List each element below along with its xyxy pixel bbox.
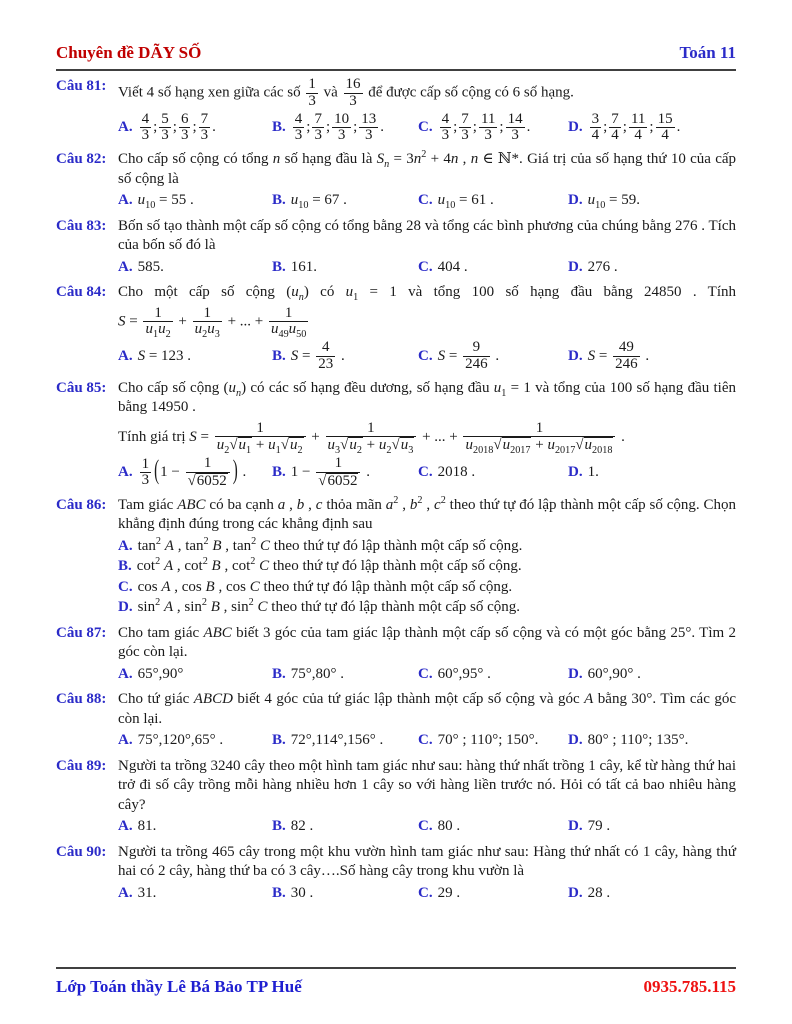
option-text: $u_{10} = 61$ .: [437, 192, 494, 212]
option-label: B.: [272, 347, 286, 364]
header-course-label: Toán 11: [679, 43, 736, 62]
question-stem: Người ta trồng 465 cây trong một khu vườn hình tam giác như sau: Hàng thứ nhất có 1 cây, hàng thứ hai có 2 cây, hàng thứ ba có 3 cây….Số hàng cây trong khu vườn là: [118, 843, 736, 880]
question-body: [118, 690, 736, 751]
question-81: [56, 77, 736, 144]
option-text: 2018 .: [437, 464, 476, 481]
option-text: 80° ; 110°; 135°.: [587, 732, 689, 749]
option-c: [418, 463, 568, 483]
option-text: 585.: [137, 258, 164, 275]
question-body: [118, 757, 736, 837]
question-85: [56, 379, 736, 490]
option-text: 80 .: [437, 818, 461, 835]
option-c: [418, 112, 568, 145]
option-text: 72°,114°,156° .: [290, 732, 384, 749]
option-text: 30 .: [290, 884, 314, 901]
option-text: 81.: [137, 818, 157, 835]
option-text: 29 .: [437, 884, 461, 901]
option-text: $\frac{1}{3}$ (1 − $\frac{1}{√6052}$ ) .: [141, 455, 247, 489]
option-label: A.: [118, 119, 133, 136]
options-row: [118, 456, 736, 490]
option-b: [272, 884, 418, 904]
option-label: A.: [118, 192, 133, 209]
option-b: [272, 731, 418, 751]
option-b: [272, 456, 418, 490]
option-text: 75°,120°,65° .: [137, 732, 224, 749]
footer-phone-number: 0935.785.115: [643, 976, 736, 996]
option-text: 60°,90° .: [587, 665, 641, 682]
option-text: S = $\frac{4}{23}$ .: [290, 339, 345, 372]
option-a: [118, 191, 272, 211]
option-d: [568, 884, 736, 904]
question-number: Câu 89:: [56, 757, 107, 774]
option-text: $u_{10} = 59$.: [587, 192, 640, 212]
option-c: [118, 578, 736, 598]
option-text: 75°,80° .: [290, 665, 345, 682]
option-a: [118, 665, 272, 685]
question-body: [118, 77, 736, 144]
question-number: Câu 88:: [56, 691, 107, 708]
question-90: [56, 843, 736, 904]
option-label: D.: [568, 258, 583, 275]
question-stem: Cho tam giác ABC biết 3 góc của tam giác lập thành một cấp số cộng và có một góc bằng 25°. Tìm 2 góc còn lại.: [118, 624, 736, 661]
option-label: B.: [272, 732, 286, 749]
option-label: D.: [118, 599, 133, 616]
question-number: Câu 83:: [56, 217, 107, 234]
footer-class-name: Lớp Toán thầy Lê Bá Bảo TP Huế: [56, 976, 302, 996]
option-label: C.: [418, 258, 433, 275]
option-label: D.: [568, 732, 583, 749]
option-text: 70° ; 110°; 150°.: [437, 732, 539, 749]
option-label: B.: [272, 192, 286, 209]
option-b: [272, 191, 418, 211]
option-d: [118, 598, 736, 618]
option-text: 404 .: [437, 258, 468, 275]
option-c: [418, 191, 568, 211]
question-body: [118, 217, 736, 278]
question-formula: S = $\frac{1}{u_1u_2}$ + $\frac{1}{u_2u_3}$ + ... + $\frac{1}{u_{49}u_{50}}$: [118, 304, 307, 341]
option-label: A.: [118, 464, 133, 481]
option-label: C.: [418, 119, 433, 136]
option-d: [568, 112, 736, 145]
option-label: A.: [118, 732, 133, 749]
option-label: A.: [118, 537, 133, 554]
option-label: C.: [418, 192, 433, 209]
question-stem: Viết 4 số hạng xen giữa các số $\frac{1}{3}$ và $\frac{16}{3}$ để được cấp số cộng có 6 số hạng.: [118, 76, 574, 109]
option-label: C.: [418, 818, 433, 835]
option-label: B.: [118, 558, 132, 575]
option-c: [418, 340, 568, 373]
option-text: cos A , cos B , cos C theo thứ tự đó lập thành một cấp số cộng.: [137, 578, 513, 595]
question-number: Câu 82:: [56, 151, 107, 168]
option-text: 31.: [137, 884, 157, 901]
question-86: [56, 496, 736, 618]
option-text: 79 .: [587, 818, 611, 835]
question-87: [56, 624, 736, 685]
option-label: D.: [568, 119, 583, 136]
option-label: D.: [568, 347, 583, 364]
options-row: [118, 112, 736, 145]
page-header: [56, 42, 736, 71]
option-text: $u_{10} = 55$ .: [137, 192, 194, 212]
question-89: [56, 757, 736, 837]
option-c: [418, 884, 568, 904]
question-stem: Bốn số tạo thành một cấp số cộng có tổng bằng 28 và tổng các bình phương của chúng bằng 276 . Tích của bốn số đó là: [118, 217, 736, 254]
option-label: C.: [418, 464, 433, 481]
option-label: C.: [418, 732, 433, 749]
option-label: B.: [272, 258, 286, 275]
option-label: D.: [568, 464, 583, 481]
options-row: [118, 191, 736, 211]
option-text: S = $\frac{9}{246}$ .: [437, 339, 500, 372]
options-row: [118, 258, 736, 278]
option-a: [118, 347, 272, 367]
option-label: A.: [118, 258, 133, 275]
question-number: Câu 87:: [56, 624, 107, 641]
question-84: [56, 283, 736, 373]
option-label: C.: [418, 347, 433, 364]
option-d: [568, 191, 736, 211]
question-number: Câu 86:: [56, 496, 107, 513]
option-label: C.: [418, 884, 433, 901]
option-text: 161.: [290, 258, 318, 275]
option-label: D.: [568, 192, 583, 209]
option-text: S = $\frac{49}{246}$ .: [587, 339, 650, 372]
question-body: [118, 283, 736, 373]
option-c: [418, 665, 568, 685]
options-row: [118, 731, 736, 751]
question-body: [118, 496, 736, 618]
option-label: D.: [568, 665, 583, 682]
option-label: C.: [118, 578, 133, 595]
option-label: B.: [272, 818, 286, 835]
question-82: [56, 150, 736, 211]
option-b: [272, 817, 418, 837]
option-label: A.: [118, 665, 133, 682]
option-label: D.: [568, 884, 583, 901]
option-b: [272, 665, 418, 685]
option-text: $u_{10} = 67$ .: [290, 192, 347, 212]
option-d: [568, 731, 736, 751]
option-text: $\cot^2 A$ , $\cot^2 B$ , $\cot^2 C$ theo thứ tự đó lập thành một cấp số cộng.: [136, 556, 522, 575]
option-c: [418, 731, 568, 751]
option-d: [568, 817, 736, 837]
question-83: [56, 217, 736, 278]
question-stem: Người ta trồng 3240 cây theo một hình tam giác như sau: hàng thứ nhất trồng 1 cây, kể từ hàng thứ hai trở đi số cây trồng mỗi hàng nhiều hơn 1 cây so với hàng liền trước nó. Hỏi có tất cả bao nhiêu hàng cây?: [118, 757, 736, 813]
option-text: $\frac{4}{3}$ ; $\frac{5}{3}$ ; $\frac{6}{3}$ ; $\frac{7}{3}$ .: [141, 110, 216, 144]
question-88: [56, 690, 736, 751]
option-text: 28 .: [587, 884, 611, 901]
question-stem: Cho tứ giác ABCD biết 4 góc của tứ giác lập thành một cấp số cộng và góc A bằng 30°. Tìm các góc còn lại.: [118, 691, 737, 727]
question-body: [118, 379, 736, 490]
option-text: 1 − $\frac{1}{√6052}$ .: [290, 455, 370, 489]
question-stem: Tam giác ABC có ba cạnh a , b , c thỏa mãn $a^2$ , $b^2$ , $c^2$ theo thứ tự đó lập thành một cấp số cộng. Chọn khẳng định đúng trong các khẳng định sau: [118, 494, 737, 533]
option-label: B.: [272, 884, 286, 901]
option-b: [272, 340, 418, 373]
option-label: A.: [118, 347, 133, 364]
option-label: B.: [272, 665, 286, 682]
option-label: B.: [272, 119, 286, 136]
option-text: $\frac{4}{3}$ ; $\frac{7}{3}$ ; $\frac{11}{3}$ ; $\frac{14}{3}$ .: [441, 110, 531, 144]
options-stack: [118, 537, 736, 618]
question-stem: Cho một cấp số cộng $(u_n)$ có $u_1 = 1$ và tổng 100 số hạng đầu bằng 24850 . Tính: [118, 284, 736, 304]
option-c: [418, 258, 568, 278]
option-text: 276 .: [587, 258, 618, 275]
option-a: [118, 456, 272, 490]
question-body: [118, 150, 736, 211]
question-number: Câu 81:: [56, 78, 107, 95]
option-text: $\sin^2 A$ , $\sin^2 B$ , $\sin^2 C$ theo thứ tự đó lập thành một cấp số cộng.: [137, 597, 520, 616]
question-number: Câu 85:: [56, 379, 107, 396]
question-formula: Tính giá trị S = $\frac{1}{u_2√u_1 + u_1√u_2}$ + $\frac{1}{u_3√u_2 + u_2√u_3}$ + ... + $\frac{1}{u_{2018}√u_{2017} + u_{2017}√u_{2018}}$ .: [118, 419, 625, 457]
question-number: Câu 84:: [56, 284, 107, 301]
option-label: C.: [418, 665, 433, 682]
question-body: [118, 624, 736, 685]
option-text: 1.: [587, 464, 599, 481]
option-label: A.: [118, 818, 133, 835]
options-row: [118, 665, 736, 685]
option-b: [272, 112, 418, 145]
options-row: [118, 340, 736, 373]
option-label: D.: [568, 818, 583, 835]
option-text: $\frac{4}{3}$ ; $\frac{7}{3}$ ; $\frac{10}{3}$ ; $\frac{13}{3}$ .: [294, 110, 385, 144]
option-text: 82 .: [290, 818, 314, 835]
option-c: [418, 817, 568, 837]
question-stem: Cho cấp số cộng có tổng n số hạng đầu là $S_n = 3n^2 + 4n$ , n ∈ ℕ*. Giá trị của số hạng thứ 10 của cấp số cộng là: [118, 149, 737, 187]
option-text: $\tan^2 A$ , $\tan^2 B$ , $\tan^2 C$ theo thứ tự đó lập thành một cấp số cộng.: [137, 535, 523, 554]
option-label: B.: [272, 464, 286, 481]
option-d: [568, 665, 736, 685]
option-a: [118, 537, 736, 557]
header-topic-title: Chuyên đề DÃY SỐ: [56, 43, 202, 62]
option-b: [272, 258, 418, 278]
options-row: [118, 817, 736, 837]
option-text: $\frac{3}{4}$ ; $\frac{7}{4}$ ; $\frac{11}{4}$ ; $\frac{15}{4}$ .: [591, 110, 681, 144]
option-text: 65°,90°: [137, 665, 184, 682]
option-a: [118, 731, 272, 751]
option-text: S = 123 .: [137, 347, 192, 364]
option-b: [118, 557, 736, 577]
option-label: A.: [118, 884, 133, 901]
question-body: [118, 843, 736, 904]
options-row: [118, 884, 736, 904]
question-stem: Cho cấp số cộng $(u_n)$ có các số hạng đều dương, số hạng đầu $u_1 = 1$ và tổng của 100 số hạng đầu tiên bằng 14950 .: [118, 379, 737, 416]
option-d: [568, 258, 736, 278]
question-number: Câu 90:: [56, 843, 107, 860]
option-a: [118, 884, 272, 904]
option-a: [118, 258, 272, 278]
option-a: [118, 112, 272, 145]
page-footer: [56, 967, 736, 998]
option-d: [568, 340, 736, 373]
option-d: [568, 463, 736, 483]
option-a: [118, 817, 272, 837]
option-text: 60°,95° .: [437, 665, 491, 682]
